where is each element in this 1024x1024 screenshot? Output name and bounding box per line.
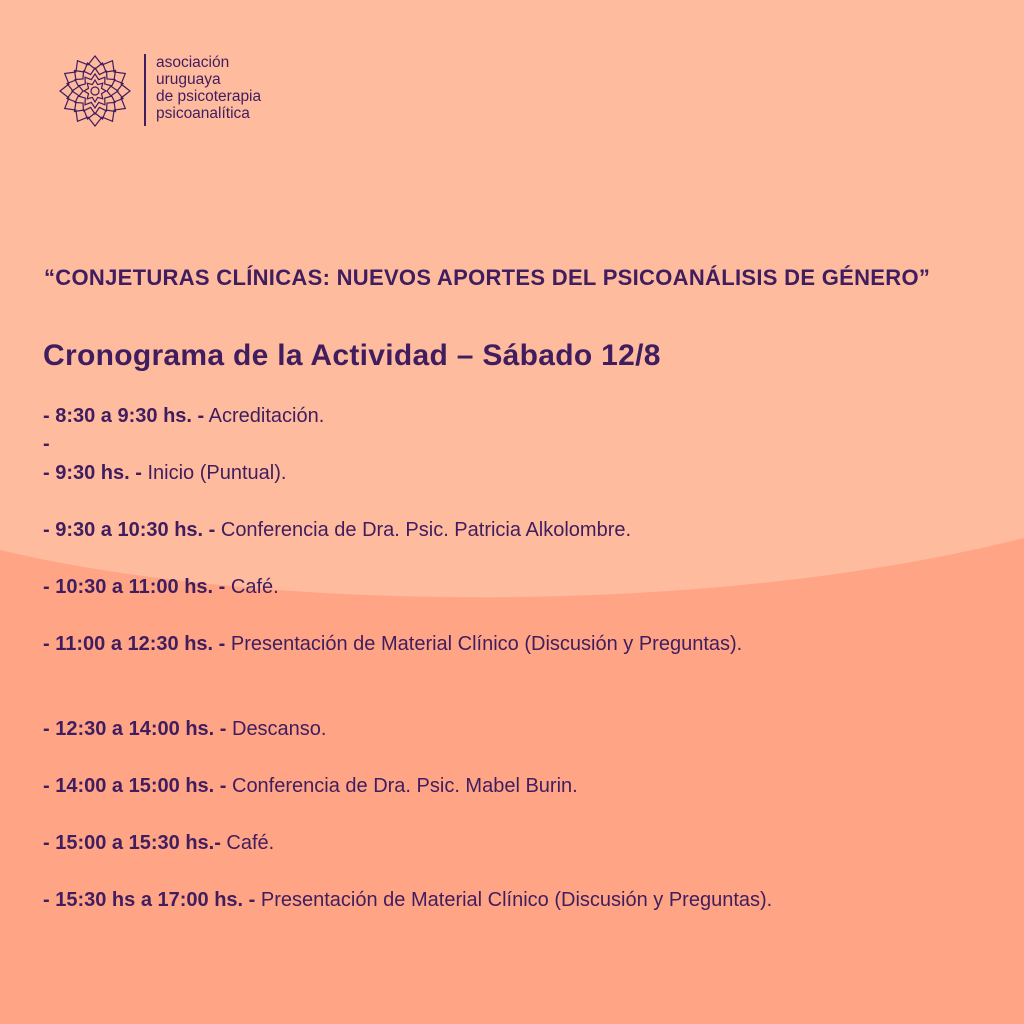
organization-name-line: de psicoterapia	[156, 88, 262, 105]
schedule-item	[43, 887, 983, 914]
schedule-item	[43, 403, 983, 430]
schedule-time: - 9:30 a 10:30 hs. -	[43, 519, 216, 541]
schedule-item	[43, 716, 983, 743]
schedule-time: - 14:00 a 15:00 hs. -	[43, 775, 227, 797]
schedule-description: Acreditación.	[204, 405, 325, 427]
schedule-item	[43, 830, 983, 857]
schedule-heading: Cronograma de la Actividad – Sábado 12/8	[43, 339, 661, 372]
schedule-item	[43, 431, 983, 458]
schedule-item	[43, 574, 983, 601]
schedule-time: - 15:30 hs a 17:00 hs. -	[43, 889, 256, 911]
organization-name-line: asociación	[156, 54, 230, 71]
schedule-time: - 8:30 a 9:30 hs. -	[43, 405, 205, 427]
schedule-item	[43, 517, 983, 544]
schedule-time: - 11:00 a 12:30 hs. -	[43, 633, 226, 655]
logo	[58, 54, 261, 128]
event-title: “CONJETURAS CLÍNICAS: NUEVOS APORTES DEL PSICOANÁLISIS DE GÉNERO”	[44, 265, 931, 290]
schedule-time: - 10:30 a 11:00 hs. -	[43, 576, 226, 598]
schedule-item	[43, 773, 983, 800]
schedule-description: Conferencia de Dra. Psic. Patricia Alkolombre.	[215, 519, 632, 541]
schedule-description: Presentación de Material Clínico (Discusión y Preguntas).	[255, 889, 773, 911]
organization-name-line: psicoanalítica	[156, 105, 250, 122]
logo-divider	[144, 54, 146, 126]
schedule-time: - 9:30 hs. -	[43, 462, 142, 484]
schedule-description: Inicio (Puntual).	[141, 462, 287, 484]
schedule-item	[43, 631, 983, 658]
schedule-description: Conferencia de Dra. Psic. Mabel Burin.	[226, 775, 578, 797]
mandala-icon	[58, 54, 132, 128]
organization-name	[156, 54, 261, 122]
schedule-time: - 12:30 a 14:00 hs. -	[43, 718, 227, 740]
schedule-description: Descanso.	[226, 718, 327, 740]
organization-name-line: uruguaya	[156, 71, 221, 88]
schedule-description: Presentación de Material Clínico (Discusión y Preguntas).	[225, 633, 743, 655]
schedule-time: -	[43, 433, 50, 455]
schedule-description: Café.	[220, 832, 275, 854]
schedule-time: - 15:00 a 15:30 hs.-	[43, 832, 221, 854]
schedule-description: Café.	[225, 576, 279, 598]
schedule-item	[43, 460, 983, 487]
